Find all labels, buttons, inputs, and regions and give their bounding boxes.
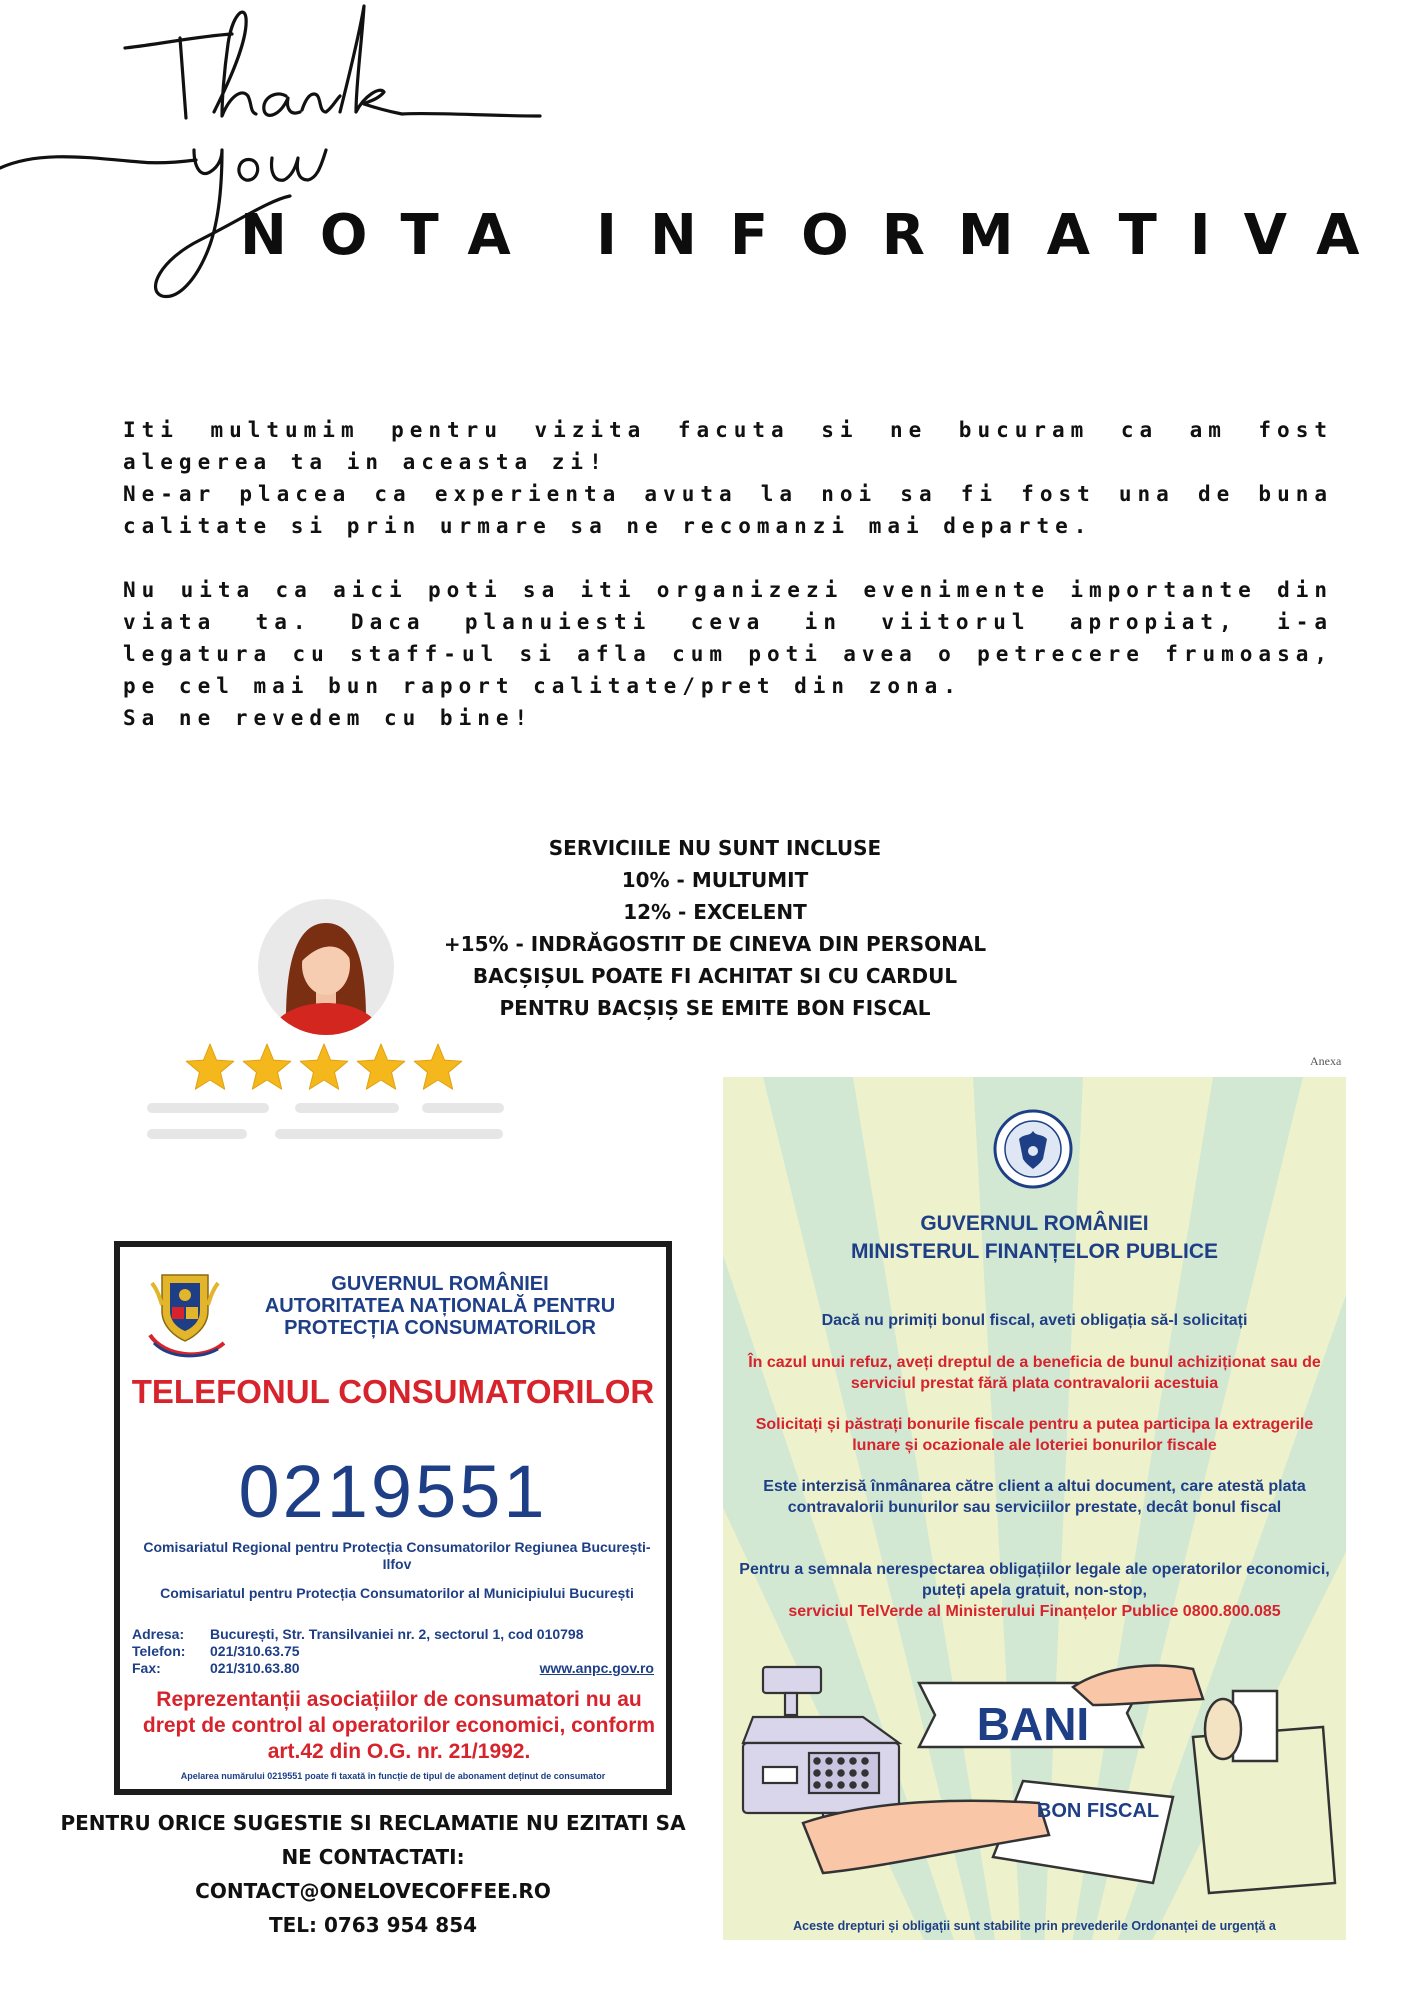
consumer-phone-number: 0219551 [238,1450,548,1533]
contact-message: PENTRU ORICE SUGESTIE SI RECLAMATIE NU EZITATI SA NE CONTACTATI: [60,1811,686,1869]
tips-info [420,832,1010,1024]
bani-label: BANI [976,1698,1090,1750]
consumer-phone-title: TELEFONUL CONSUMATORILOR [131,1373,655,1410]
anpc-warning: Reprezentanții asociațiilor de consumatori nu au drept de control al operatorilor economici, conform art.42 din O.G. nr. 21/1992. [142,1688,656,1763]
anpc-poster [114,1241,672,1795]
star-icon [357,1044,405,1089]
anpc-city-office: Comisariatul pentru Protecția Consumatorilor al Municipiului București [160,1585,634,1601]
anpc-website-link[interactable]: www.anpc.gov.ro [539,1660,654,1676]
star-icon [186,1044,234,1089]
intro-text [123,414,1333,734]
address-value: București, Str. Transilvaniei nr. 2, sectorul 1, cod 010798 [210,1626,584,1642]
phone-value: 021/310.63.75 [210,1643,300,1659]
placeholder-line [147,1129,247,1139]
fax-label: Fax: [132,1660,161,1676]
annex-label: Anexa [1310,1054,1342,1068]
intro-paragraph: Ne-ar placea ca experienta avuta la noi sa fi fost una de buna calitate si prin urmare sa ne recomanzi mai departe. [123,482,1333,538]
mfp-prohibition-text: Este interzisă înmânarea către client a altui document, care atestă plata contravalorii bunurilor sau serviciilor prestate, decât bonul fiscal [763,1478,1306,1516]
fax-value: 021/310.63.80 [210,1660,300,1676]
tips-line: PENTRU BACȘIȘ SE EMITE BON FISCAL [499,996,931,1020]
mfp-poster [723,1077,1346,1940]
contact-email[interactable]: CONTACT@ONELOVECOFFEE.RO [195,1879,551,1903]
ministry-seal-icon [993,1109,1073,1189]
mfp-obligation-text: Dacă nu primiți bonul fiscal, aveti obligația să-l solicitați [821,1312,1248,1329]
mfp-gov: GUVERNUL ROMÂNIEI [920,1212,1149,1235]
romania-coat-of-arms-icon [144,1265,226,1361]
placeholder-line [422,1103,504,1113]
anpc-fine-print: Apelarea numărului 0219551 poate fi taxată în funcție de tipul de abonament deținut de consumator [180,1771,606,1781]
page-title: NOTA INFORMATIVA [240,203,1393,268]
tips-line: 12% - EXCELENT [623,900,807,924]
mfp-ministry: MINISTERUL FINANȚELOR PUBLICE [850,1240,1219,1263]
intro-paragraph: Sa ne revedem cu bine! [123,706,534,730]
placeholder-line [147,1103,269,1113]
placeholder-line [295,1103,399,1113]
thank-you-handwriting [0,0,600,320]
cash-register-illustration [723,1647,1346,1917]
mfp-refusal-text: În cazul unui refuz, aveți dreptul de a beneficia de bunul achiziționat sau de serviciul prestat fără plata contravalorii acestuia [748,1354,1321,1392]
anpc-authority: AUTORITATEA NAȚIONALĂ PENTRU PROTECȚIA CONSUMATORILOR [264,1295,616,1339]
tips-line: 10% - MULTUMIT [621,868,809,892]
review-placeholder-lines [147,1103,507,1143]
avatar-icon [258,899,394,1035]
mfp-report-text: Pentru a semnala nerespectarea obligațiilor legale ale operatorilor economici, puteți apela gratuit, non-stop, [739,1561,1330,1599]
contact-phone[interactable]: TEL: 0763 954 854 [268,1913,478,1937]
contact-info [60,1806,686,1942]
phone-label: Telefon: [132,1643,186,1659]
address-label: Adresa: [132,1626,185,1642]
star-icon [243,1044,291,1089]
anpc-regional-office: Comisariatul Regional pentru Protecția Consumatorilor Regiunea București-Ilfov [143,1539,651,1572]
star-icon [300,1044,348,1089]
tips-line: BACȘIȘUL POATE FI ACHITAT SI CU CARDUL [472,964,958,988]
anpc-header [220,1273,660,1339]
bon-fiscal-label: BON FISCAL [1036,1800,1160,1822]
intro-paragraph: Nu uita ca aici poti sa iti organizezi evenimente importante din viata ta. Daca planuiesti ceva in viitorul apropiat, i-a legatura cu staff-ul si afla cum poti avea o petrecere frumoasa, pe cel mai bun raport calitate/pret din zona. [123,578,1333,698]
tips-line: +15% - INDRĂGOSTIT DE CINEVA DIN PERSONAL [443,932,987,956]
mfp-telverde-text: serviciul TelVerde al Ministerului Finanțelor Publice 0800.800.085 [788,1603,1281,1620]
mfp-lottery-text: Solicitați și păstrați bonurile fiscale pentru a putea participa la extragerile lunare și ocazionale ale loteriei bonurilor fiscale [755,1416,1314,1454]
anpc-gov: GUVERNUL ROMÂNIEI [331,1273,549,1295]
tips-line: SERVICIILE NU SUNT INCLUSE [548,836,882,860]
intro-paragraph: Iti multumim pentru vizita facuta si ne bucuram ca am fost alegerea ta in aceasta zi! [123,418,1333,474]
mfp-header [723,1210,1346,1266]
mfp-footer: Aceste drepturi și obligații sunt stabilite prin prevederile Ordonanței de urgență a [793,1919,1276,1933]
star-icon [414,1044,462,1089]
rating-stars [183,1041,463,1095]
placeholder-line [275,1129,503,1139]
